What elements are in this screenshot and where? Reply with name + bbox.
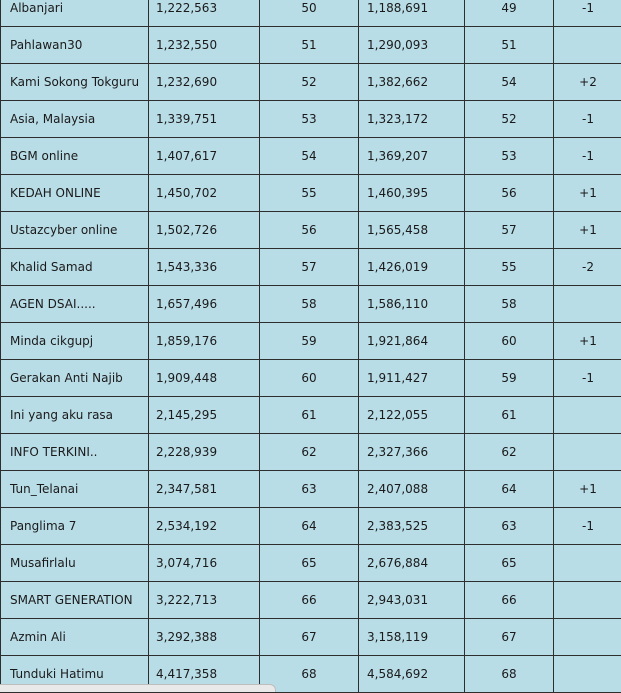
current-alexa-rank-cell xyxy=(359,397,465,434)
blog-name-cell xyxy=(1,175,149,212)
position-change-cell-text: +1 xyxy=(554,212,621,237)
table-row xyxy=(1,434,621,471)
table-row xyxy=(1,138,621,175)
position-change-cell xyxy=(554,27,621,64)
current-position-cell-text: 61 xyxy=(465,397,553,422)
position-change-cell xyxy=(554,397,621,434)
current-position-cell xyxy=(465,323,554,360)
current-position-cell xyxy=(465,619,554,656)
blog-name-cell xyxy=(1,397,149,434)
previous-position-cell xyxy=(260,434,359,471)
position-change-cell xyxy=(554,212,621,249)
position-change-cell-text xyxy=(554,656,621,667)
previous-alexa-rank-cell-text: 1,657,496 xyxy=(149,286,259,311)
table-row xyxy=(1,249,621,286)
table-row xyxy=(1,323,621,360)
table-row xyxy=(1,619,621,656)
position-change-cell xyxy=(554,619,621,656)
position-change-cell-text: +2 xyxy=(554,64,621,89)
current-alexa-rank-cell-text: 1,921,864 xyxy=(359,323,464,348)
previous-position-cell-text: 52 xyxy=(260,64,358,89)
current-alexa-rank-cell-text: 3,158,119 xyxy=(359,619,464,644)
current-alexa-rank-cell xyxy=(359,27,465,64)
current-alexa-rank-cell xyxy=(359,64,465,101)
current-alexa-rank-cell xyxy=(359,138,465,175)
previous-position-cell-text: 60 xyxy=(260,360,358,385)
current-alexa-rank-cell-text: 1,382,662 xyxy=(359,64,464,89)
previous-alexa-rank-cell-text: 1,909,448 xyxy=(149,360,259,385)
previous-alexa-rank-cell xyxy=(149,360,260,397)
previous-alexa-rank-cell-text: 1,543,336 xyxy=(149,249,259,274)
current-alexa-rank-cell xyxy=(359,286,465,323)
previous-alexa-rank-cell xyxy=(149,323,260,360)
previous-position-cell-text: 55 xyxy=(260,175,358,200)
table-row xyxy=(1,471,621,508)
current-alexa-rank-cell xyxy=(359,434,465,471)
position-change-cell-text xyxy=(554,286,621,297)
previous-alexa-rank-cell xyxy=(149,138,260,175)
blog-name-cell xyxy=(1,249,149,286)
previous-alexa-rank-cell-text: 2,145,295 xyxy=(149,397,259,422)
previous-alexa-rank-cell xyxy=(149,212,260,249)
position-change-cell xyxy=(554,175,621,212)
table-row xyxy=(1,508,621,545)
previous-position-cell xyxy=(260,249,359,286)
current-position-cell xyxy=(465,471,554,508)
table-row xyxy=(1,27,621,64)
current-position-cell xyxy=(465,545,554,582)
blog-name-cell-text: Tunduki Hatimu xyxy=(1,656,148,681)
blog-name-cell xyxy=(1,0,149,27)
current-position-cell xyxy=(465,212,554,249)
blog-name-cell xyxy=(1,545,149,582)
table-row xyxy=(1,545,621,582)
table-row xyxy=(1,175,621,212)
position-change-cell-text xyxy=(554,619,621,630)
position-change-cell xyxy=(554,360,621,397)
blog-name-cell xyxy=(1,212,149,249)
blog-name-cell xyxy=(1,619,149,656)
blog-name-cell-text: Pahlawan30 xyxy=(1,27,148,52)
table-row xyxy=(1,286,621,323)
previous-alexa-rank-cell xyxy=(149,545,260,582)
table-row xyxy=(1,212,621,249)
previous-position-cell-text: 51 xyxy=(260,27,358,52)
previous-position-cell xyxy=(260,0,359,27)
previous-position-cell xyxy=(260,323,359,360)
current-alexa-rank-cell xyxy=(359,471,465,508)
blog-name-cell xyxy=(1,508,149,545)
blog-name-cell-text: AGEN DSAI..... xyxy=(1,286,148,311)
position-change-cell xyxy=(554,508,621,545)
blog-name-cell xyxy=(1,27,149,64)
current-position-cell xyxy=(465,360,554,397)
current-alexa-rank-cell xyxy=(359,545,465,582)
previous-alexa-rank-cell-text: 1,407,617 xyxy=(149,138,259,163)
position-change-cell xyxy=(554,323,621,360)
previous-alexa-rank-cell-text: 3,074,716 xyxy=(149,545,259,570)
position-change-cell xyxy=(554,656,621,693)
blog-name-cell xyxy=(1,286,149,323)
previous-position-cell-text: 67 xyxy=(260,619,358,644)
position-change-cell-text: -1 xyxy=(554,101,621,126)
current-alexa-rank-cell-text: 2,327,366 xyxy=(359,434,464,459)
position-change-cell-text xyxy=(554,397,621,408)
current-position-cell-text: 49 xyxy=(465,0,553,15)
position-change-cell-text: -1 xyxy=(554,138,621,163)
current-alexa-rank-cell-text: 1,369,207 xyxy=(359,138,464,163)
current-position-cell xyxy=(465,175,554,212)
current-alexa-rank-cell xyxy=(359,249,465,286)
blog-name-cell-text: Panglima 7 xyxy=(1,508,148,533)
current-alexa-rank-cell-text: 1,426,019 xyxy=(359,249,464,274)
table-row xyxy=(1,582,621,619)
position-change-cell xyxy=(554,582,621,619)
current-alexa-rank-cell xyxy=(359,212,465,249)
blog-name-cell xyxy=(1,471,149,508)
previous-position-cell xyxy=(260,212,359,249)
current-alexa-rank-cell-text: 1,323,172 xyxy=(359,101,464,126)
previous-alexa-rank-cell-text: 1,222,563 xyxy=(149,0,259,15)
blog-name-cell xyxy=(1,64,149,101)
previous-position-cell-text: 53 xyxy=(260,101,358,126)
previous-position-cell xyxy=(260,582,359,619)
current-position-cell xyxy=(465,434,554,471)
current-position-cell-text: 58 xyxy=(465,286,553,311)
current-position-cell-text: 67 xyxy=(465,619,553,644)
previous-alexa-rank-cell xyxy=(149,434,260,471)
ranking-table-body xyxy=(1,0,621,693)
blog-name-cell xyxy=(1,582,149,619)
previous-position-cell xyxy=(260,397,359,434)
position-change-cell xyxy=(554,471,621,508)
current-alexa-rank-cell-text: 2,383,525 xyxy=(359,508,464,533)
current-position-cell-text: 66 xyxy=(465,582,553,607)
current-alexa-rank-cell-text: 1,290,093 xyxy=(359,27,464,52)
current-position-cell-text: 54 xyxy=(465,64,553,89)
previous-position-cell-text: 57 xyxy=(260,249,358,274)
current-position-cell xyxy=(465,101,554,138)
previous-position-cell-text: 63 xyxy=(260,471,358,496)
position-change-cell-text: +1 xyxy=(554,323,621,348)
previous-position-cell-text: 68 xyxy=(260,656,358,681)
current-position-cell xyxy=(465,249,554,286)
previous-position-cell-text: 61 xyxy=(260,397,358,422)
current-position-cell-text: 68 xyxy=(465,656,553,681)
current-alexa-rank-cell xyxy=(359,619,465,656)
table-row xyxy=(1,0,621,27)
previous-alexa-rank-cell-text: 2,347,581 xyxy=(149,471,259,496)
position-change-cell-text: +1 xyxy=(554,471,621,496)
previous-alexa-rank-cell-text: 1,859,176 xyxy=(149,323,259,348)
current-position-cell-text: 57 xyxy=(465,212,553,237)
current-alexa-rank-cell xyxy=(359,656,465,693)
previous-alexa-rank-cell xyxy=(149,249,260,286)
previous-alexa-rank-cell-text: 1,339,751 xyxy=(149,101,259,126)
blog-name-cell-text: Tun_Telanai xyxy=(1,471,148,496)
current-alexa-rank-cell-text: 1,586,110 xyxy=(359,286,464,311)
current-position-cell-text: 63 xyxy=(465,508,553,533)
blog-name-cell-text: INFO TERKINI.. xyxy=(1,434,148,459)
position-change-cell-text xyxy=(554,434,621,445)
current-alexa-rank-cell xyxy=(359,582,465,619)
previous-alexa-rank-cell-text: 1,502,726 xyxy=(149,212,259,237)
previous-position-cell xyxy=(260,471,359,508)
previous-position-cell-text: 65 xyxy=(260,545,358,570)
position-change-cell xyxy=(554,249,621,286)
previous-alexa-rank-cell xyxy=(149,286,260,323)
position-change-cell xyxy=(554,434,621,471)
current-position-cell xyxy=(465,64,554,101)
blog-name-cell-text: Minda cikgupj xyxy=(1,323,148,348)
blog-name-cell-text: Kami Sokong Tokguru xyxy=(1,64,148,89)
previous-position-cell xyxy=(260,27,359,64)
previous-alexa-rank-cell xyxy=(149,0,260,27)
blog-name-cell-text: Musafirlalu xyxy=(1,545,148,570)
previous-position-cell xyxy=(260,101,359,138)
current-position-cell-text: 60 xyxy=(465,323,553,348)
previous-alexa-rank-cell xyxy=(149,175,260,212)
current-alexa-rank-cell xyxy=(359,323,465,360)
previous-alexa-rank-cell-text: 1,232,690 xyxy=(149,64,259,89)
current-alexa-rank-cell-text: 2,676,884 xyxy=(359,545,464,570)
previous-alexa-rank-cell xyxy=(149,508,260,545)
previous-alexa-rank-cell-text: 2,228,939 xyxy=(149,434,259,459)
current-position-cell xyxy=(465,397,554,434)
current-position-cell-text: 59 xyxy=(465,360,553,385)
current-position-cell xyxy=(465,138,554,175)
position-change-cell-text xyxy=(554,545,621,556)
current-position-cell xyxy=(465,656,554,693)
position-change-cell xyxy=(554,138,621,175)
blog-name-cell-text: Ini yang aku rasa xyxy=(1,397,148,422)
previous-position-cell xyxy=(260,138,359,175)
position-change-cell-text: -1 xyxy=(554,360,621,385)
current-position-cell xyxy=(465,27,554,64)
current-alexa-rank-cell xyxy=(359,508,465,545)
blog-name-cell xyxy=(1,323,149,360)
current-position-cell-text: 65 xyxy=(465,545,553,570)
position-change-cell-text: -1 xyxy=(554,0,621,15)
current-alexa-rank-cell xyxy=(359,101,465,138)
current-position-cell-text: 51 xyxy=(465,27,553,52)
blog-name-cell-text: Gerakan Anti Najib xyxy=(1,360,148,385)
previous-position-cell-text: 56 xyxy=(260,212,358,237)
current-position-cell xyxy=(465,286,554,323)
current-position-cell-text: 52 xyxy=(465,101,553,126)
previous-alexa-rank-cell-text: 2,534,192 xyxy=(149,508,259,533)
previous-position-cell-text: 58 xyxy=(260,286,358,311)
current-position-cell xyxy=(465,508,554,545)
previous-position-cell-text: 50 xyxy=(260,0,358,15)
previous-position-cell xyxy=(260,545,359,582)
previous-alexa-rank-cell-text: 3,292,388 xyxy=(149,619,259,644)
previous-alexa-rank-cell xyxy=(149,64,260,101)
current-alexa-rank-cell-text: 2,943,031 xyxy=(359,582,464,607)
current-alexa-rank-cell-text: 1,565,458 xyxy=(359,212,464,237)
current-position-cell xyxy=(465,0,554,27)
blog-name-cell xyxy=(1,101,149,138)
position-change-cell-text: -1 xyxy=(554,508,621,533)
previous-alexa-rank-cell-text: 1,450,702 xyxy=(149,175,259,200)
current-alexa-rank-cell-text: 4,584,692 xyxy=(359,656,464,681)
blog-name-cell-text: KEDAH ONLINE xyxy=(1,175,148,200)
position-change-cell xyxy=(554,0,621,27)
previous-alexa-rank-cell-text: 3,222,713 xyxy=(149,582,259,607)
blog-name-cell-text: Albanjari xyxy=(1,0,148,15)
previous-position-cell-text: 66 xyxy=(260,582,358,607)
previous-alexa-rank-cell xyxy=(149,397,260,434)
current-alexa-rank-cell-text: 1,188,691 xyxy=(359,0,464,15)
current-alexa-rank-cell xyxy=(359,360,465,397)
previous-alexa-rank-cell-text: 4,417,358 xyxy=(149,656,259,681)
previous-position-cell-text: 64 xyxy=(260,508,358,533)
position-change-cell xyxy=(554,286,621,323)
current-alexa-rank-cell xyxy=(359,0,465,27)
previous-position-cell xyxy=(260,64,359,101)
current-alexa-rank-cell-text: 1,911,427 xyxy=(359,360,464,385)
table-row xyxy=(1,101,621,138)
blog-name-cell-text: Azmin Ali xyxy=(1,619,148,644)
current-position-cell xyxy=(465,582,554,619)
previous-position-cell-text: 62 xyxy=(260,434,358,459)
blog-name-cell-text: Khalid Samad xyxy=(1,249,148,274)
previous-position-cell xyxy=(260,175,359,212)
previous-alexa-rank-cell xyxy=(149,619,260,656)
blog-name-cell xyxy=(1,360,149,397)
table-row xyxy=(1,64,621,101)
blog-name-cell xyxy=(1,138,149,175)
previous-alexa-rank-cell xyxy=(149,101,260,138)
current-position-cell-text: 56 xyxy=(465,175,553,200)
blog-name-cell-text: Ustazcyber online xyxy=(1,212,148,237)
table-row xyxy=(1,397,621,434)
current-alexa-rank-cell-text: 2,122,055 xyxy=(359,397,464,422)
previous-position-cell xyxy=(260,360,359,397)
previous-alexa-rank-cell-text: 1,232,550 xyxy=(149,27,259,52)
blog-name-cell-text: SMART GENERATION xyxy=(1,582,148,607)
previous-alexa-rank-cell xyxy=(149,27,260,64)
position-change-cell-text: +1 xyxy=(554,175,621,200)
position-change-cell-text: -2 xyxy=(554,249,621,274)
position-change-cell xyxy=(554,545,621,582)
position-change-cell xyxy=(554,101,621,138)
previous-alexa-rank-cell xyxy=(149,471,260,508)
position-change-cell-text xyxy=(554,27,621,38)
blog-name-cell-text: BGM online xyxy=(1,138,148,163)
position-change-cell-text xyxy=(554,582,621,593)
previous-position-cell xyxy=(260,286,359,323)
blog-name-cell xyxy=(1,434,149,471)
blog-name-cell-text: Asia, Malaysia xyxy=(1,101,148,126)
previous-position-cell xyxy=(260,508,359,545)
current-position-cell-text: 62 xyxy=(465,434,553,459)
current-position-cell-text: 64 xyxy=(465,471,553,496)
current-position-cell-text: 53 xyxy=(465,138,553,163)
current-alexa-rank-cell-text: 2,407,088 xyxy=(359,471,464,496)
table-row xyxy=(1,360,621,397)
previous-alexa-rank-cell xyxy=(149,582,260,619)
current-alexa-rank-cell-text: 1,460,395 xyxy=(359,175,464,200)
previous-position-cell-text: 59 xyxy=(260,323,358,348)
current-position-cell-text: 55 xyxy=(465,249,553,274)
position-change-cell xyxy=(554,64,621,101)
previous-position-cell-text: 54 xyxy=(260,138,358,163)
previous-position-cell xyxy=(260,619,359,656)
current-alexa-rank-cell xyxy=(359,175,465,212)
